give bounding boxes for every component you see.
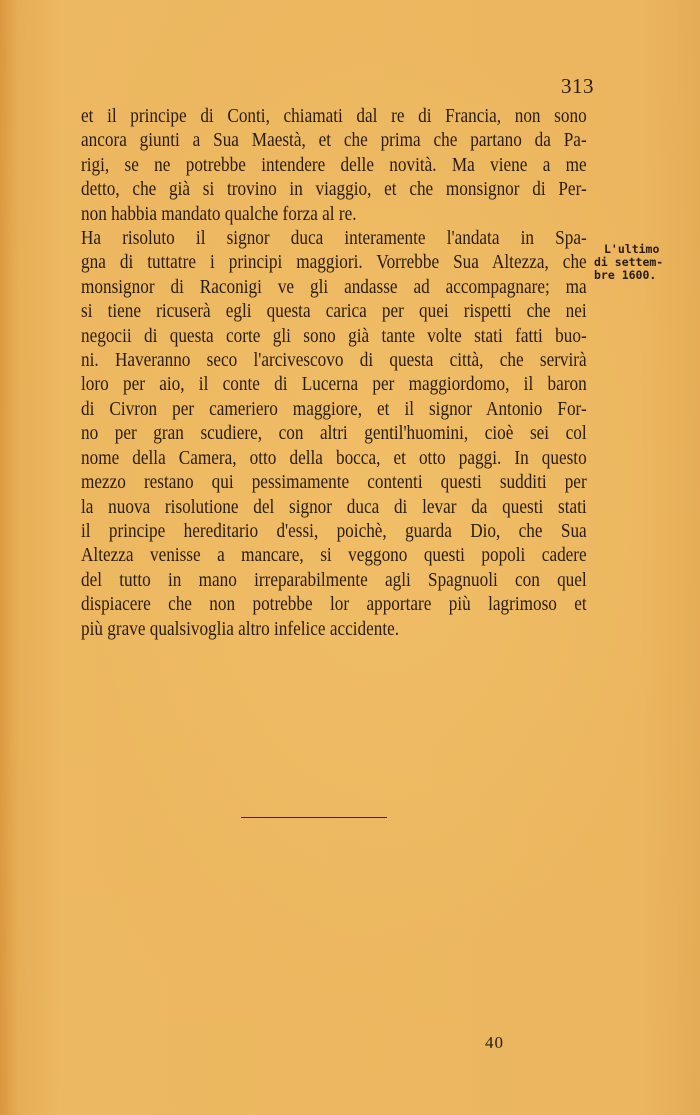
- text-line: monsignor di Raconigi ve gli andasse ad accompagnare; ma: [81, 275, 587, 298]
- text-line: dispiacere che non potrebbe lor apportare più lagrimoso et: [81, 593, 587, 616]
- text-line: nome della Camera, otto della bocca, et otto paggi. In questo: [81, 446, 587, 469]
- text-line: del tutto in mano irreparabilmente agli Spagnuoli con quel: [81, 568, 587, 591]
- text-line: mezzo restano qui pessimamente contenti questi sudditi per: [81, 471, 587, 494]
- text-line: il principe hereditario d'essi, poichè, guarda Dio, che Sua: [81, 519, 587, 542]
- text-line: et il principe di Conti, chiamati dal re di Francia, non sono: [81, 105, 587, 127]
- signature-mark: 40: [485, 1033, 504, 1052]
- text-line: ancora giunti a Sua Maestà, et che prima che partano da Pa-: [81, 129, 587, 152]
- margin-note: [594, 243, 674, 282]
- margin-note-line: L'ultimo: [604, 242, 660, 256]
- text-line: Ha risoluto il signor duca interamente l'andata in Spa-: [81, 227, 587, 250]
- margin-note-line: bre 1600.: [594, 268, 657, 282]
- text-line: si tiene ricuserà egli questa carica per quei rispetti che nei: [81, 300, 587, 323]
- text-line: negocii di questa corte gli sono già tante volte stati fatti buo-: [81, 324, 587, 347]
- text-line: no per gran scudiere, con altri gentil'huomini, cioè sei col: [81, 422, 587, 445]
- text-line: la nuova risolutione del signor duca di levar da questi stati: [81, 495, 587, 518]
- text-line: più grave qualsivoglia altro infelice accidente.: [81, 617, 400, 640]
- text-line: rigi, se ne potrebbe intendere delle novità. Ma viene a me: [81, 153, 587, 176]
- margin-note-line: di settem-: [594, 255, 664, 269]
- text-line: gna di tuttatre i principi maggiori. Vorrebbe Sua Altezza, che: [81, 251, 587, 274]
- text-line: ni. Haveranno seco l'arcivescovo di questa città, che servirà: [81, 349, 587, 372]
- page-number: 313: [561, 74, 594, 98]
- text-line: non habbia mandato qualche forza al re.: [81, 202, 357, 225]
- text-line: Altezza venisse a mancare, si veggono questi popoli cadere: [81, 544, 587, 567]
- body-text: [81, 104, 587, 641]
- text-line: detto, che già si trovino in viaggio, et che monsignor di Per-: [81, 178, 587, 201]
- section-divider: [241, 817, 387, 818]
- text-line: loro per aio, il conte di Lucerna per maggiordomo, il baron: [81, 373, 587, 396]
- text-line: di Civron per cameriero maggiore, et il signor Antonio For-: [81, 397, 587, 420]
